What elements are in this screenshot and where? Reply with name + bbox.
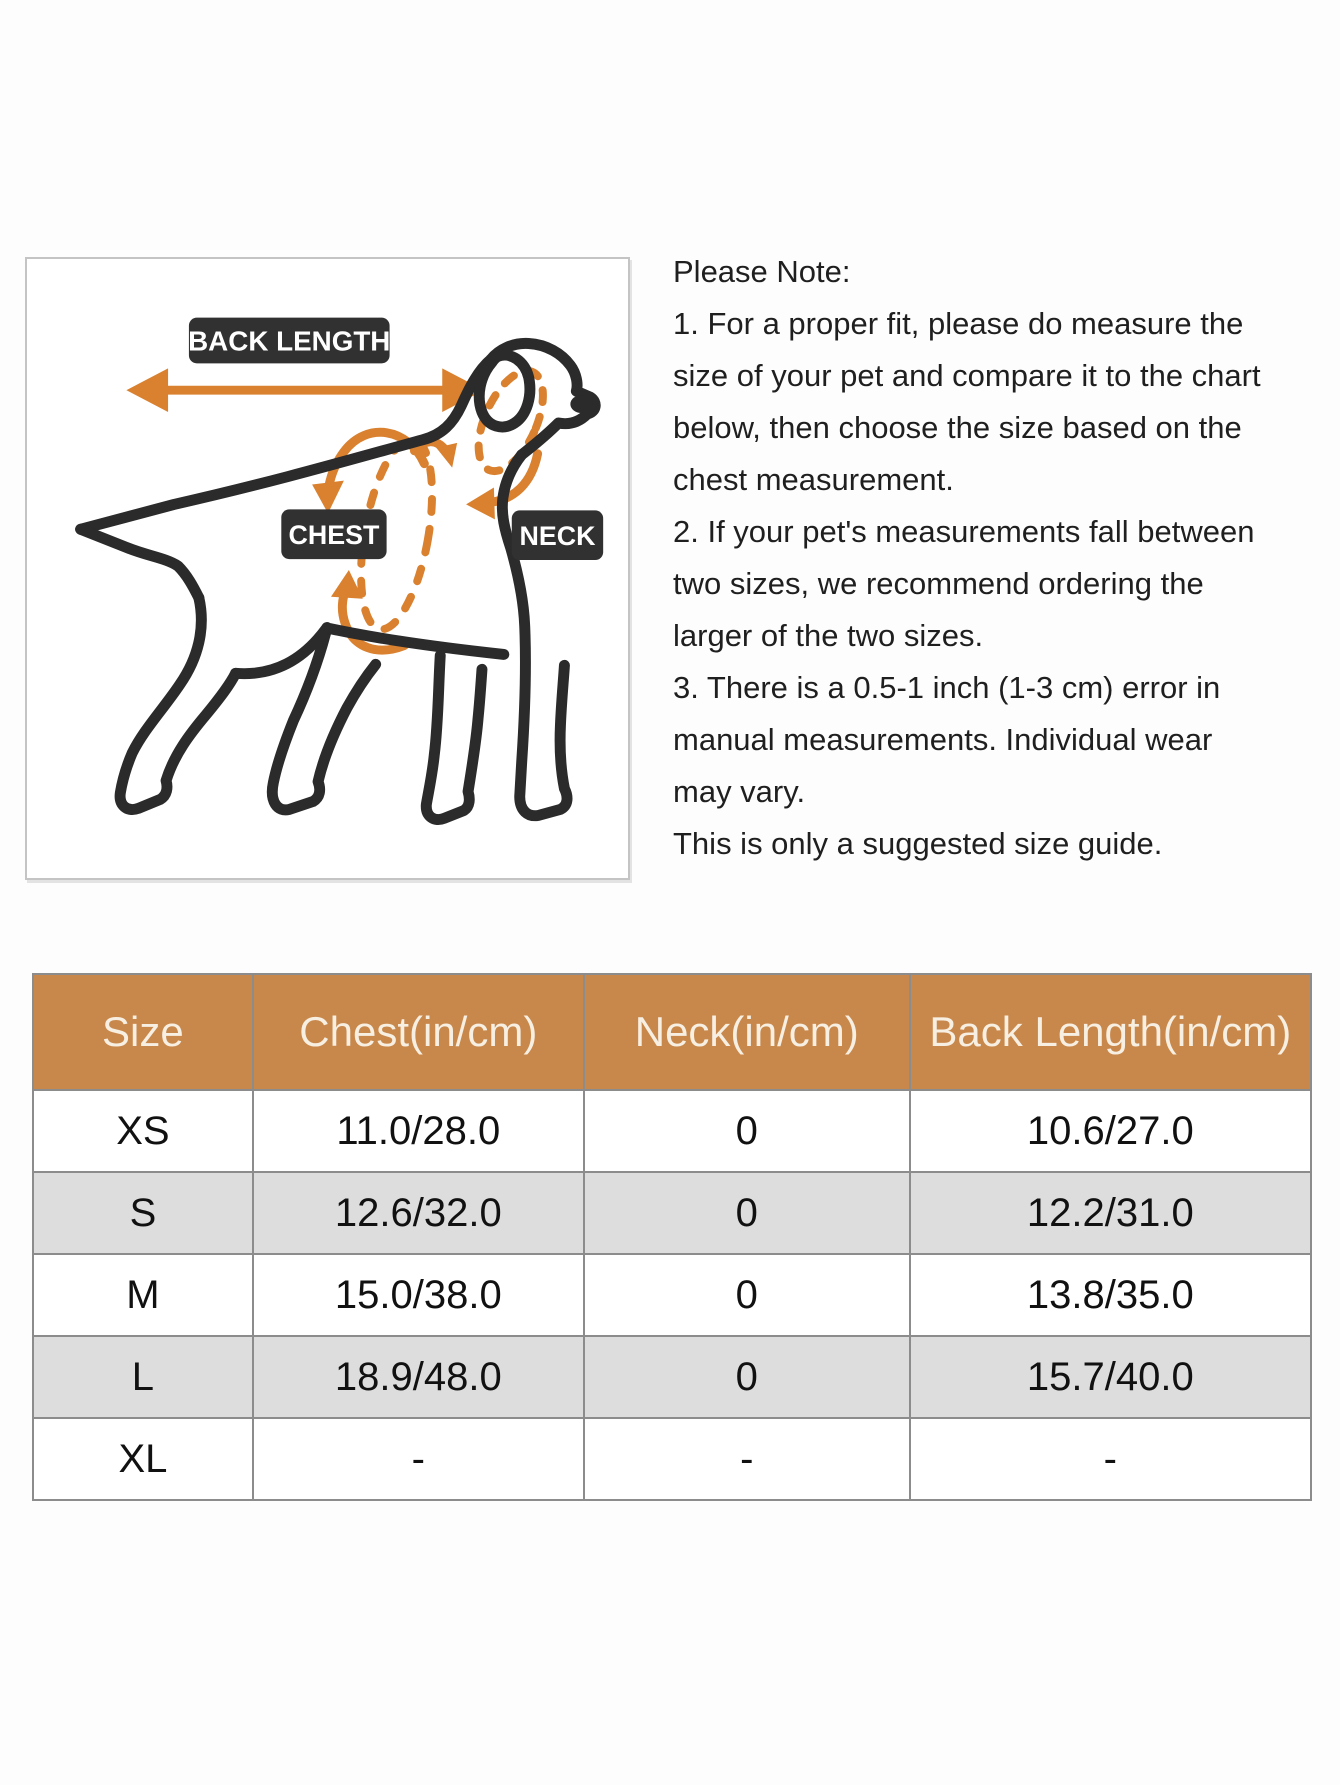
note-heading: Please Note: <box>673 254 851 289</box>
table-row <box>33 1254 1311 1336</box>
table-cell-back_length: 13.8/35.0 <box>910 1254 1311 1336</box>
note-line: two sizes, we recommend ordering the <box>673 566 1204 601</box>
column-header: Back Length(in/cm) <box>910 974 1311 1090</box>
note-line: larger of the two sizes. <box>673 618 984 653</box>
size-chart-header <box>33 974 1311 1090</box>
table-cell-chest: 15.0/38.0 <box>253 1254 584 1336</box>
chest-label: CHEST <box>288 520 380 551</box>
size-chart-body <box>33 1090 1311 1500</box>
table-cell-neck: 0 <box>584 1090 910 1172</box>
table-cell-size: XL <box>33 1418 253 1500</box>
table-cell-size: S <box>33 1172 253 1254</box>
column-header: Size <box>33 974 253 1090</box>
note-line: size of your pet and compare it to the chart <box>673 358 1261 393</box>
back-length-label: BACK LENGTH <box>188 325 391 357</box>
table-header-row <box>33 974 1311 1090</box>
dog-line-drawing <box>27 259 628 878</box>
table-cell-size: XS <box>33 1090 253 1172</box>
table-cell-chest: 11.0/28.0 <box>253 1090 584 1172</box>
size-chart-table <box>32 973 1312 1501</box>
table-cell-back_length: 10.6/27.0 <box>910 1090 1311 1172</box>
table-row <box>33 1336 1311 1418</box>
table-cell-back_length: 15.7/40.0 <box>910 1336 1311 1418</box>
table-cell-neck: 0 <box>584 1172 910 1254</box>
table-cell-chest: 12.6/32.0 <box>253 1172 584 1254</box>
note-line: chest measurement. <box>673 462 954 497</box>
table-cell-size: L <box>33 1336 253 1418</box>
note-line: may vary. <box>673 774 806 809</box>
column-header: Chest(in/cm) <box>253 974 584 1090</box>
table-cell-chest: 18.9/48.0 <box>253 1336 584 1418</box>
table-cell-neck: 0 <box>584 1336 910 1418</box>
table-cell-chest: - <box>253 1418 584 1500</box>
note-line: 2. If your pet's measurements fall between <box>673 514 1255 549</box>
dog-outline <box>81 343 596 819</box>
note-line: 1. For a proper fit, please do measure the <box>673 306 1244 341</box>
table-cell-neck: - <box>584 1418 910 1500</box>
dog-measurement-diagram <box>25 257 630 880</box>
table-row <box>33 1172 1311 1254</box>
note-line: This is only a suggested size guide. <box>673 826 1163 861</box>
table-cell-size: M <box>33 1254 253 1336</box>
note-line: below, then choose the size based on the <box>673 410 1242 445</box>
neck-label: NECK <box>519 521 596 552</box>
table-row <box>33 1090 1311 1172</box>
note-line: 3. There is a 0.5-1 inch (1-3 cm) error in <box>673 670 1221 705</box>
table-cell-neck: 0 <box>584 1254 910 1336</box>
table-cell-back_length: - <box>910 1418 1311 1500</box>
sizing-note <box>673 246 1261 870</box>
table-cell-back_length: 12.2/31.0 <box>910 1172 1311 1254</box>
dog-nose <box>570 395 592 413</box>
table-row <box>33 1418 1311 1500</box>
column-header: Neck(in/cm) <box>584 974 910 1090</box>
note-line: manual measurements. Individual wear <box>673 722 1213 757</box>
